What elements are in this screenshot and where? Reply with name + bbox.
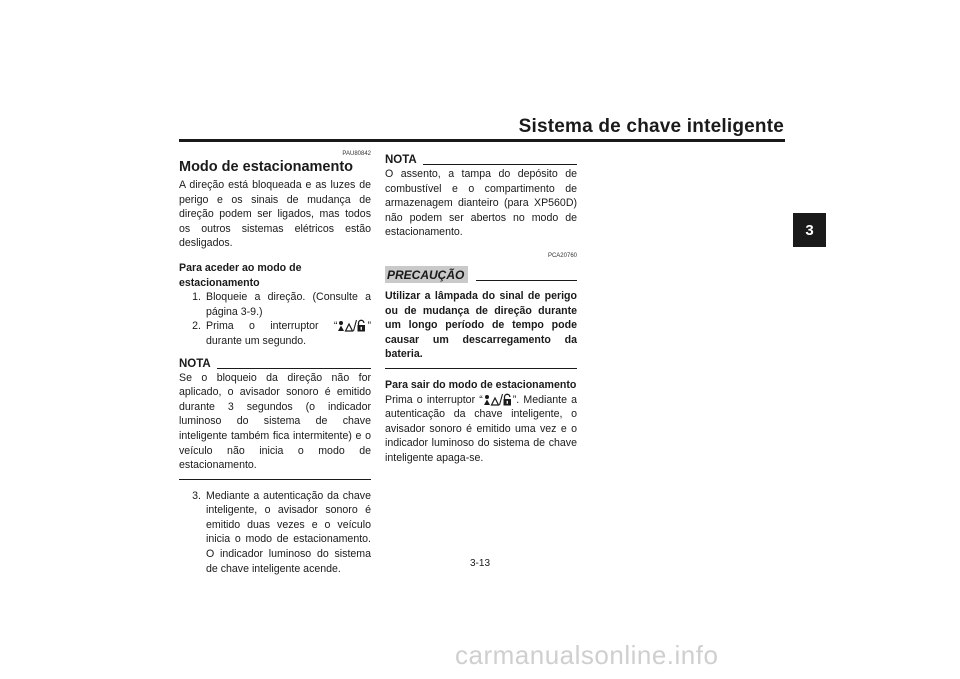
- step-1: [179, 290, 371, 319]
- exit-paragraph: [385, 393, 577, 466]
- header-rule: [179, 139, 785, 142]
- note-header: [179, 358, 371, 371]
- right-column: [385, 150, 577, 466]
- note-header: [385, 154, 577, 167]
- step2-text-after: ” durante um segundo.: [206, 320, 371, 347]
- intro-paragraph: A direção está bloqueada e as luzes de perigo e os sinais de mudança de direção podem ser ligados, mas todos os outros sistemas elétricos estão desligados.: [179, 179, 371, 250]
- note-rule: [423, 164, 577, 165]
- step-number: 3.: [192, 489, 201, 502]
- left-column: [179, 150, 371, 576]
- caution-code: PCA20760: [547, 252, 577, 259]
- chapter-tab: 3: [793, 213, 826, 247]
- note-label: NOTA: [385, 154, 417, 166]
- page-number: 3-13: [469, 558, 490, 569]
- enter-parking-subhead: Para aceder ao modo de estacionamento: [179, 261, 302, 289]
- step-3: [179, 489, 371, 577]
- section-title: Modo de estacionamento: [179, 159, 354, 175]
- step-text: Bloqueie a direção. (Consulte a página 3-9.): [206, 291, 371, 318]
- step-number: 2.: [192, 320, 201, 333]
- hazard-lock-switch-icon: [337, 319, 367, 332]
- caution-text: Utilizar a lâmpada do sinal de perigo ou de mudança de direção durante um longo período de tempo pode causar um descarregamento da bateria.: [385, 289, 577, 361]
- note-text: O assento, a tampa do depósito de combustível e o compartimento de armazenagem dianteiro (para XP560D) não podem ser abertos no modo de estacionamento.: [385, 168, 577, 239]
- exit-parking-subhead: Para sair do modo de estacionamento: [385, 378, 577, 391]
- step-2: [179, 319, 371, 348]
- caution-label: PRECAUÇÃO: [385, 266, 468, 283]
- step-number: 1.: [192, 291, 201, 304]
- step-text: [206, 319, 371, 348]
- note-rule: [217, 368, 371, 369]
- caution-rule: [476, 280, 577, 281]
- note-end-rule: [179, 479, 371, 480]
- step-text: Mediante a autenticação da chave inteligente, o avisador sonoro é emitido duas vezes e o veículo inicia o modo de estacionamento. O indicador luminoso do sistema de chave inteligente acende.: [206, 489, 371, 575]
- watermark: carmanualsonline.info: [455, 640, 719, 670]
- page-header-title: Sistema de chave inteligente: [518, 116, 784, 137]
- exit-text-before: Prima o interruptor “: [385, 393, 483, 406]
- note-text: Se o bloqueio da direção não for aplicado, o avisador sonoro é emitido durante 3 segundos (o indicador luminoso do sistema de chave inteligente também fica intermitente) e o veículo não inicia o modo de estacionamento.: [179, 371, 371, 472]
- note-label: NOTA: [179, 357, 211, 370]
- caution-header: [385, 266, 577, 283]
- exit-text-after: ”. Mediante a autenticação da chave inteligente, o avisador sonoro é emitido uma vez e o indicador luminoso do sistema de chave inteligente apaga-se.: [385, 393, 577, 464]
- section-code: PAU80842: [342, 151, 371, 157]
- caution-end-rule: [385, 368, 577, 369]
- step2-text-before: Prima o interruptor “: [206, 320, 338, 333]
- hazard-lock-switch-icon: [483, 393, 513, 406]
